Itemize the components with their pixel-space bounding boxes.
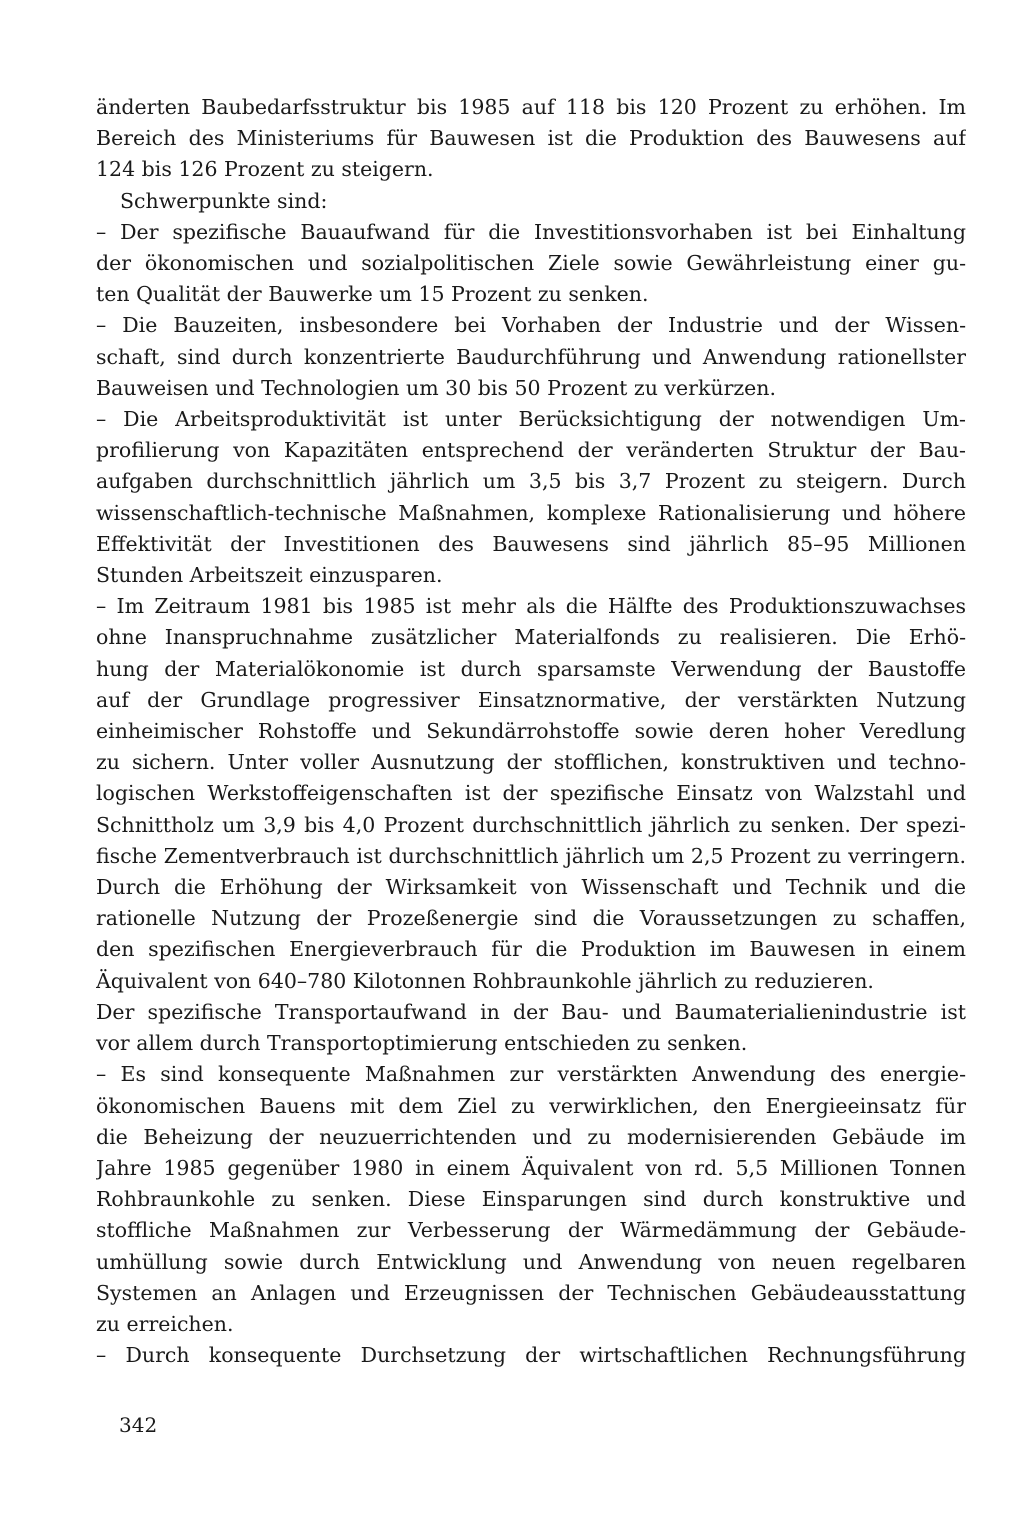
text-line: – Es sind konsequente Maßnahmen zur verstärkten Anwendung des energie- bbox=[96, 1062, 966, 1087]
body-text bbox=[96, 92, 966, 1371]
text-line: einheimischer Rohstoffe und Sekundärrohstoffe sowie deren hoher Veredlung bbox=[96, 719, 966, 744]
text-line: rationelle Nutzung der Prozeßenergie sind die Voraussetzungen zu schaffen, bbox=[96, 906, 966, 931]
text-line: stoffliche Maßnahmen zur Verbesserung der Wärmedämmung der Gebäude- bbox=[96, 1218, 966, 1243]
text-line: ohne Inanspruchnahme zusätzlicher Materialfonds zu realisieren. Die Erhö- bbox=[96, 625, 966, 650]
text-line: hung der Materialökonomie ist durch sparsamste Verwendung der Baustoffe bbox=[96, 656, 966, 681]
text-line: der ökonomischen und sozialpolitischen Ziele sowie Gewährleistung einer gu- bbox=[96, 251, 966, 276]
text-line: Bauweisen und Technologien um 30 bis 50 Prozent zu verkürzen. bbox=[96, 375, 777, 400]
text-line: Schwerpunkte sind: bbox=[120, 188, 328, 213]
text-line: den spezifischen Energieverbrauch für die Produktion im Bauwesen in einem bbox=[96, 937, 966, 962]
text-line: Der spezifische Transportaufwand in der Bau- und Baumaterialienindustrie ist bbox=[96, 999, 966, 1024]
text-line: änderten Baubedarfsstruktur bis 1985 auf 118 bis 120 Prozent zu erhöhen. Im bbox=[96, 95, 966, 119]
text-line: – Durch konsequente Durchsetzung der wirtschaftlichen Rechnungsführung bbox=[96, 1343, 966, 1368]
text-line: – Der spezifische Bauaufwand für die Investitionsvorhaben ist bei Einhaltung bbox=[96, 219, 966, 244]
text-line: Jahre 1985 gegenüber 1980 in einem Äquivalent von rd. 5,5 Millionen Tonnen bbox=[96, 1155, 966, 1180]
text-line: wissenschaftlich-technische Maßnahmen, komplexe Rationalisierung und höhere bbox=[96, 500, 966, 525]
text-line: Stunden Arbeitszeit einzusparen. bbox=[96, 563, 443, 588]
text-line: – Im Zeitraum 1981 bis 1985 ist mehr als die Hälfte des Produktionszuwachses bbox=[96, 594, 966, 619]
text-line: Systemen an Anlagen und Erzeugnissen der Technischen Gebäudeausstattung bbox=[96, 1280, 966, 1305]
text-line: die Beheizung der neuzuerrichtenden und zu modernisierenden Gebäude im bbox=[96, 1124, 966, 1149]
text-line: aufgaben durchschnittlich jährlich um 3,5 bis 3,7 Prozent zu steigern. Durch bbox=[96, 469, 966, 494]
text-line: ten Qualität der Bauwerke um 15 Prozent zu senken. bbox=[96, 282, 649, 307]
text-line: zu sichern. Unter voller Ausnutzung der stofflichen, konstruktiven und techno- bbox=[96, 750, 966, 775]
text-line: ökonomischen Bauens mit dem Ziel zu verwirklichen, den Energieeinsatz für bbox=[96, 1093, 966, 1118]
text-line: auf der Grundlage progressiver Einsatznormative, der verstärkten Nutzung bbox=[96, 687, 966, 712]
text-line: Durch die Erhöhung der Wirksamkeit von Wissenschaft und Technik und die bbox=[96, 875, 966, 900]
text-line: Bereich des Ministeriums für Bauwesen ist die Produktion des Bauwesens auf bbox=[96, 126, 966, 151]
text-line: Äquivalent von 640–780 Kilotonnen Rohbraunkohle jährlich zu reduzieren. bbox=[96, 968, 874, 993]
text-line: – Die Arbeitsproduktivität ist unter Berücksichtigung der notwendigen Um- bbox=[96, 407, 966, 432]
text-line: umhüllung sowie durch Entwicklung und Anwendung von neuen regelbaren bbox=[96, 1249, 966, 1274]
text-line: schaft, sind durch konzentrierte Baudurchführung und Anwendung rationellster bbox=[96, 344, 966, 369]
text-line: logischen Werkstoffeigenschaften ist der spezifische Einsatz von Walzstahl und bbox=[96, 781, 966, 806]
text-line: – Die Bauzeiten, insbesondere bei Vorhaben der Industrie und der Wissen- bbox=[96, 313, 966, 338]
text-line: 124 bis 126 Prozent zu steigern. bbox=[96, 157, 434, 182]
text-line: fische Zementverbrauch ist durchschnittlich jährlich um 2,5 Prozent zu verringern. bbox=[96, 843, 966, 868]
text-line: vor allem durch Transportoptimierung entschieden zu senken. bbox=[96, 1031, 748, 1056]
text-line: zu erreichen. bbox=[96, 1311, 234, 1336]
text-line: Effektivität der Investitionen des Bauwesens sind jährlich 85–95 Millionen bbox=[96, 531, 966, 556]
text-line: Schnittholz um 3,9 bis 4,0 Prozent durchschnittlich jährlich zu senken. Der spezi- bbox=[96, 812, 966, 837]
text-line: Rohbraunkohle zu senken. Diese Einsparungen sind durch konstruktive und bbox=[96, 1187, 966, 1212]
page-number: 342 bbox=[119, 1413, 158, 1437]
text-line: profilierung von Kapazitäten entsprechend der veränderten Struktur der Bau- bbox=[96, 438, 966, 463]
